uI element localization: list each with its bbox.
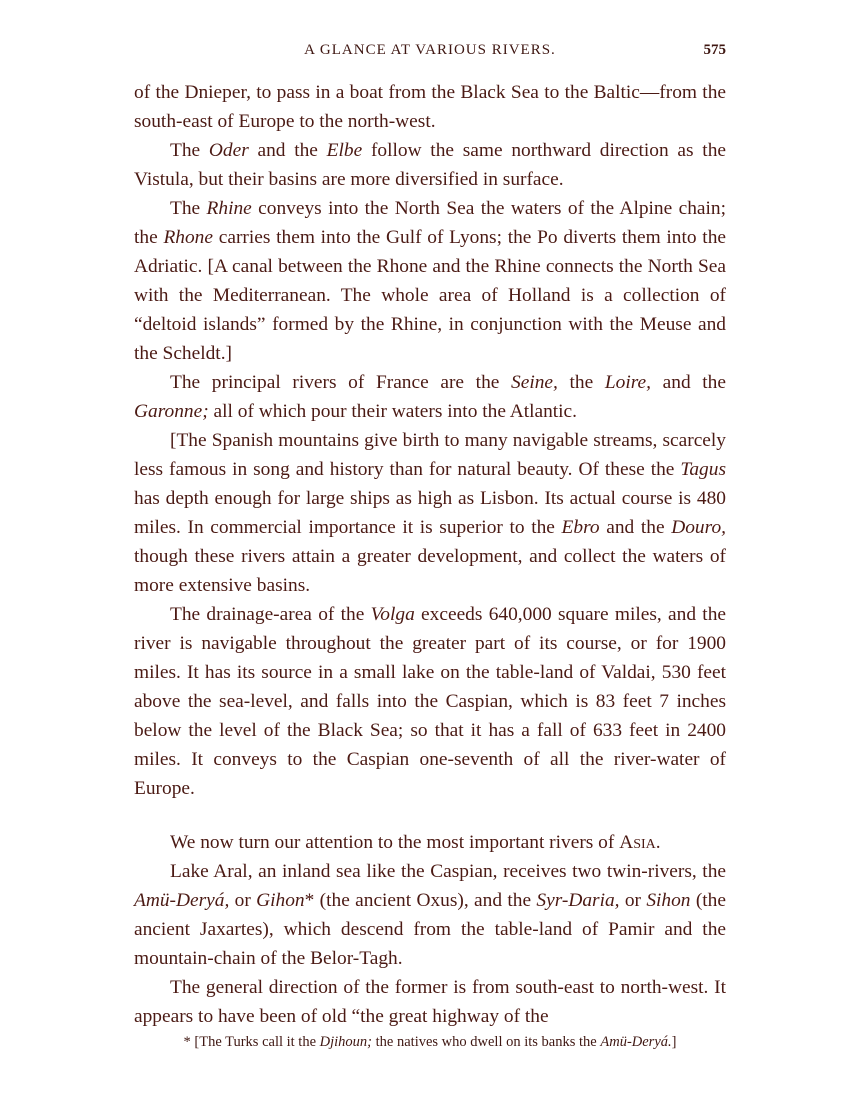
river-name-amu-derya: Amü-Deryá.: [600, 1034, 672, 1050]
river-name-rhone: Rhone: [163, 227, 213, 248]
paragraph-rhine-rhone: [134, 194, 726, 368]
river-name-oder: Oder: [208, 140, 249, 161]
text: The: [170, 198, 207, 219]
body-text: [134, 78, 726, 1031]
river-name-rhine: Rhine: [206, 198, 252, 219]
river-name-loire: Loire,: [604, 372, 651, 393]
river-name-volga: Volga: [370, 604, 415, 625]
river-name-djihoun: Djihoun;: [319, 1034, 373, 1050]
text: follow the same northward direction as the Vistula, but their basins are more diversified in surface.: [134, 140, 726, 190]
river-name-tagus: Tagus: [680, 459, 726, 480]
river-name-douro: Douro,: [671, 517, 726, 538]
running-header: [134, 38, 726, 62]
river-name-syr-daria: Syr-Daria,: [536, 890, 620, 911]
river-name-elbe: Elbe: [326, 140, 363, 161]
footnote: [134, 1031, 726, 1053]
paragraph-oder-elbe: [134, 136, 726, 194]
text: The: [170, 140, 209, 161]
paragraph-lake-aral: [134, 857, 726, 973]
text: * (the ancient Oxus), and the: [304, 890, 537, 911]
text: or: [229, 890, 257, 911]
text: conveys into the North Sea the waters of the Alpine chain; the: [134, 198, 726, 248]
paragraph-france: [134, 368, 726, 426]
text: and the: [599, 517, 672, 538]
running-title: A GLANCE AT VARIOUS RIVERS.: [304, 42, 556, 58]
page-number: 575: [703, 42, 726, 58]
paragraph-general-direction: The general direction of the former is from south-east to north-west. It appears to have been of old “the great highway of the: [134, 977, 726, 1027]
text: or: [619, 890, 647, 911]
text: carries them into the Gulf of Lyons; the Po diverts them into the Adriatic. [A canal between the Rhone and the Rhine connects the North Sea with the Mediterranean. The whole area of Holland is a collection of “deltoid islands” formed by the Rhine, in conjunction with the Meuse and the Scheldt.]: [134, 227, 726, 364]
text: and the: [651, 372, 726, 393]
text: ]: [671, 1034, 677, 1050]
region-name-asia: Asia.: [619, 832, 661, 853]
text: Lake Aral, an inland sea like the Caspian, receives two twin-rivers, the: [170, 861, 726, 882]
paragraph-asia-intro: [134, 828, 726, 857]
text: We now turn our attention to the most important rivers of: [170, 832, 620, 853]
text: exceeds 640,000 square miles, and the river is navigable throughout the greater part of its course, or for 1900 miles. It has its source in a small lake on the table-land of Valdai, 530 feet above the sea-level, and falls into the Caspian, which is 83 feet 7 inches below the level of the Black Sea; so that it has a fall of 633 feet in 2400 miles. It conveys to the Caspian one-seventh of all the river-water of Europe.: [134, 604, 726, 799]
text: and the: [248, 140, 327, 161]
river-name-gihon: Gihon: [256, 890, 305, 911]
text: The drainage-area of the: [170, 604, 371, 625]
text: though these rivers attain a greater development, and collect the waters of more extensive basins.: [134, 546, 726, 596]
text: [The Spanish mountains give birth to many navigable streams, scarcely less famous in song and history than for natural beauty. Of these the: [134, 430, 726, 480]
text: all of which pour their waters into the Atlantic.: [208, 401, 578, 422]
paragraph-volga: [134, 600, 726, 803]
text: The principal rivers of France are the: [170, 372, 512, 393]
river-name-garonne: Garonne;: [134, 401, 209, 422]
text: the: [557, 372, 605, 393]
text: the natives who dwell on its banks the: [372, 1034, 601, 1050]
river-name-amu-derya: Amü-Deryá,: [134, 890, 230, 911]
paragraph-spain: [134, 426, 726, 600]
text: has depth enough for large ships as high as Lisbon. Its actual course is 480 miles. In commercial importance it is superior to the: [134, 488, 726, 538]
river-name-ebro: Ebro: [561, 517, 600, 538]
text: * [The Turks call it the: [183, 1034, 320, 1050]
paragraph-dnieper: of the Dnieper, to pass in a boat from the Black Sea to the Baltic—from the south-east of Europe to the north-west.: [134, 82, 726, 132]
river-name-seine: Seine,: [511, 372, 558, 393]
river-name-sihon: Sihon: [646, 890, 691, 911]
text: (the ancient Jaxartes), which descend from the table-land of Pamir and the mountain-chain of the Belor-Tagh.: [134, 890, 726, 969]
